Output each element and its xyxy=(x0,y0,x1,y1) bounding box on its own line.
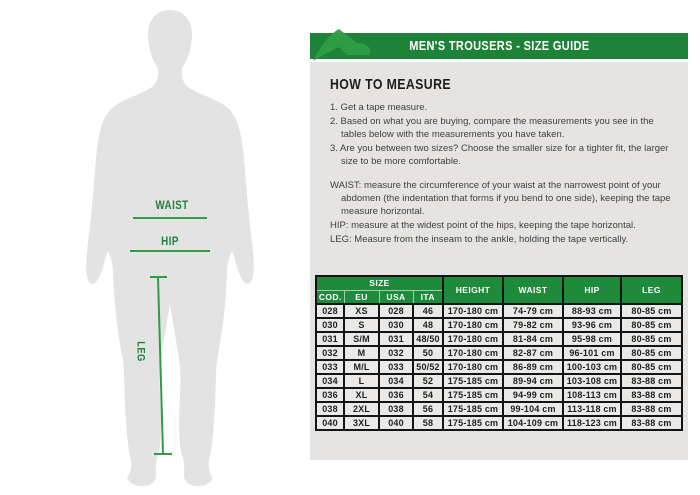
table-row xyxy=(316,374,682,388)
table-cell: 030 xyxy=(379,318,413,332)
table-row xyxy=(316,332,682,346)
body-figure xyxy=(0,0,310,495)
table-cell: 038 xyxy=(379,402,413,416)
table-cell: M xyxy=(344,346,379,360)
table-cell: 031 xyxy=(379,332,413,346)
measure-step: 3. Are you between two sizes? Choose the smaller size for a tighter fit, the larger size to be more comfortable. xyxy=(330,143,669,167)
table-cell: 038 xyxy=(316,402,344,416)
table-cell: 034 xyxy=(379,374,413,388)
table-cell: 175-185 cm xyxy=(443,402,503,416)
size-guide-panel xyxy=(310,33,688,460)
table-cell: 80-85 cm xyxy=(621,360,682,374)
table-cell: 83-88 cm xyxy=(621,374,682,388)
table-cell: 032 xyxy=(316,346,344,360)
table-cell: 113-118 cm xyxy=(563,402,621,416)
table-cell: 48 xyxy=(413,318,443,332)
table-cell: 033 xyxy=(379,360,413,374)
panel-content xyxy=(310,62,688,460)
table-cell: 034 xyxy=(316,374,344,388)
measure-definition: LEG: Measure from the inseam to the ankle, holding the tape vertically. xyxy=(330,234,629,245)
table-cell: 175-185 cm xyxy=(443,374,503,388)
table-cell: 036 xyxy=(316,388,344,402)
table-cell: 82-87 cm xyxy=(503,346,563,360)
table-cell: 58 xyxy=(413,416,443,430)
table-cell: 94-99 cm xyxy=(503,388,563,402)
size-subheader: COD. xyxy=(316,290,344,304)
table-cell: 170-180 cm xyxy=(443,360,503,374)
table-cell: 83-88 cm xyxy=(621,388,682,402)
table-cell: 54 xyxy=(413,388,443,402)
table-cell: 118-123 cm xyxy=(563,416,621,430)
table-cell: 46 xyxy=(413,304,443,318)
measure-step: 1. Get a tape measure. xyxy=(330,102,428,113)
table-cell: 48/50 xyxy=(413,332,443,346)
table-cell: 80-85 cm xyxy=(621,304,682,318)
table-cell: 033 xyxy=(316,360,344,374)
table-cell: 95-98 cm xyxy=(563,332,621,346)
measure-steps xyxy=(330,101,678,168)
size-group-header: SIZE xyxy=(316,276,443,290)
size-subheader: ITA xyxy=(413,290,443,304)
table-cell: 170-180 cm xyxy=(443,346,503,360)
table-cell: 103-108 cm xyxy=(563,374,621,388)
hip-label: HIP xyxy=(161,234,179,248)
size-subheader: USA xyxy=(379,290,413,304)
table-cell: 170-180 cm xyxy=(443,304,503,318)
table-cell: 104-109 cm xyxy=(503,416,563,430)
measure-definitions xyxy=(330,179,678,246)
table-cell: M/L xyxy=(344,360,379,374)
table-row xyxy=(316,304,682,318)
table-cell: 040 xyxy=(316,416,344,430)
table-cell: 89-94 cm xyxy=(503,374,563,388)
table-cell: XS xyxy=(344,304,379,318)
table-cell: 170-180 cm xyxy=(443,318,503,332)
table-cell: 50/52 xyxy=(413,360,443,374)
table-cell: 3XL xyxy=(344,416,379,430)
table-cell: 170-180 cm xyxy=(443,332,503,346)
table-cell: 028 xyxy=(379,304,413,318)
table-cell: 108-113 cm xyxy=(563,388,621,402)
table-cell: 040 xyxy=(379,416,413,430)
table-cell: 88-93 cm xyxy=(563,304,621,318)
measure-definition: HIP: measure at the widest point of the hips, keeping the tape horizontal. xyxy=(330,220,636,231)
waist-label: WAIST xyxy=(155,198,189,212)
size-table-body xyxy=(316,304,682,430)
table-cell: 175-185 cm xyxy=(443,416,503,430)
table-cell: 79-82 cm xyxy=(503,318,563,332)
table-cell: 83-88 cm xyxy=(621,416,682,430)
table-cell: 032 xyxy=(379,346,413,360)
brand-logo-icon xyxy=(313,27,373,63)
table-row xyxy=(316,360,682,374)
table-cell: 2XL xyxy=(344,402,379,416)
table-row xyxy=(316,416,682,430)
leg-label: LEG xyxy=(134,341,147,362)
table-cell: 81-84 cm xyxy=(503,332,563,346)
table-cell: 83-88 cm xyxy=(621,402,682,416)
table-row xyxy=(316,388,682,402)
panel-title: MEN'S TROUSERS - SIZE GUIDE xyxy=(408,39,590,53)
measure-step: 2. Based on what you are buying, compare the measurements you see in the tables below with the measurements you have taken. xyxy=(330,116,654,140)
table-cell: 100-103 cm xyxy=(563,360,621,374)
table-row xyxy=(316,318,682,332)
table-cell: 031 xyxy=(316,332,344,346)
table-cell: 74-79 cm xyxy=(503,304,563,318)
table-cell: S/M xyxy=(344,332,379,346)
size-table xyxy=(315,275,683,431)
panel-header xyxy=(310,33,688,59)
table-row xyxy=(316,346,682,360)
table-cell: XL xyxy=(344,388,379,402)
table-cell: 028 xyxy=(316,304,344,318)
table-cell: 80-85 cm xyxy=(621,318,682,332)
table-cell: 99-104 cm xyxy=(503,402,563,416)
col-header-height: HEIGHT xyxy=(443,276,503,304)
table-cell: 175-185 cm xyxy=(443,388,503,402)
table-cell: 56 xyxy=(413,402,443,416)
measure-definition: WAIST: measure the circumference of your waist at the narrowest point of your abdomen (the indentation that forms if you bend to one side), keeping the tape measure horizontal. xyxy=(330,180,671,217)
table-cell: 50 xyxy=(413,346,443,360)
hip-measure-line xyxy=(130,250,210,252)
table-row xyxy=(316,402,682,416)
table-cell: 96-101 cm xyxy=(563,346,621,360)
waist-measure-line xyxy=(133,217,207,219)
col-header-leg: LEG xyxy=(621,276,682,304)
table-cell: 80-85 cm xyxy=(621,346,682,360)
col-header-hip: HIP xyxy=(563,276,621,304)
table-cell: 030 xyxy=(316,318,344,332)
table-cell: 93-96 cm xyxy=(563,318,621,332)
leg-measure-line xyxy=(148,276,174,456)
col-header-waist: WAIST xyxy=(503,276,563,304)
table-cell: L xyxy=(344,374,379,388)
how-to-measure-title: HOW TO MEASURE xyxy=(330,76,452,93)
table-cell: 036 xyxy=(379,388,413,402)
table-cell: S xyxy=(344,318,379,332)
table-cell: 86-89 cm xyxy=(503,360,563,374)
size-subheader: EU xyxy=(344,290,379,304)
table-cell: 52 xyxy=(413,374,443,388)
table-cell: 80-85 cm xyxy=(621,332,682,346)
